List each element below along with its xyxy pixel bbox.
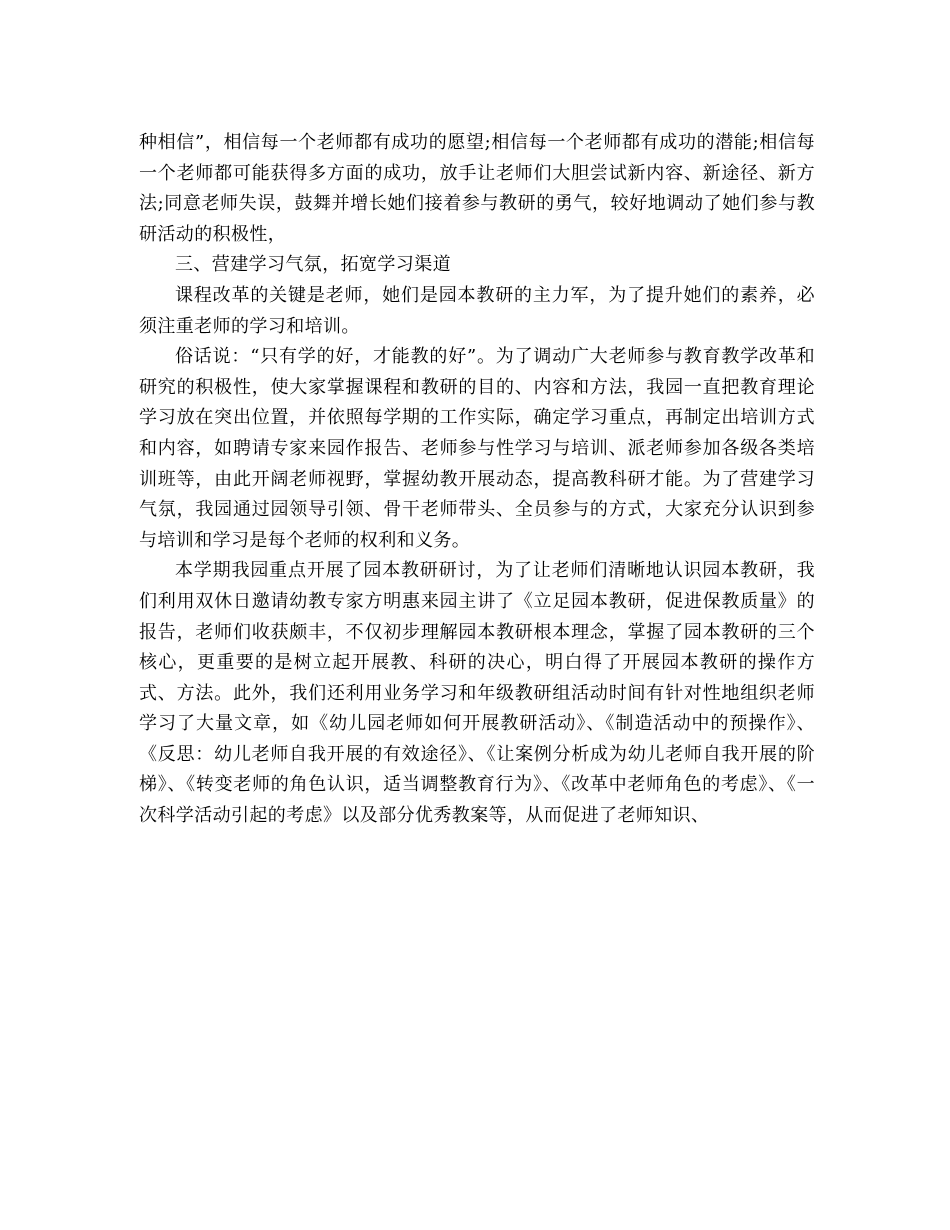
section-heading-3: 三、营建学习气氛，拓宽学习渠道: [175, 254, 451, 276]
paragraph-learning-atmosphere: 俗话说：“只有学的好，才能教的好”。为了调动广大老师参与教育教学改革和研究的积极性，使大家掌握课程和教研的目的、内容和方法，我园一直把教育理论学习放在突出位置，并依照每学期的工作实际，确定学习重点，再制定出培训方式和内容，如聘请专家来园作报告、老师参与性学习与培训、派老师参加各级各类培训班等，由此开阔老师视野，掌握幼教开展动态，提高教科研才能。为了营建学习气氛，我园通过园领导引领、骨干老师带头、全员参与的方式，大家充分认识到参与培训和学习是每个老师的权利和义务。: [139, 346, 815, 551]
paragraph-curriculum-reform: 课程改革的关键是老师，她们是园本教研的主力军，为了提升她们的素养，必须注重老师的学习和培训。: [139, 284, 815, 337]
document-body: [139, 128, 815, 832]
paragraph-semester-research: 本学期我园重点开展了园本教研研讨，为了让老师们清晰地认识园本教研，我们利用双休日邀请幼教专家方明惠来园主讲了《立足园本教研，促进保教质量》的报告，老师们收获颇丰，不仅初步理解园本教研根本理念，掌握了园本教研的三个核心，更重要的是树立起开展教、科研的决心，明白得了开展园本教研的操作方式、方法。此外，我们还利用业务学习和年级教研组活动时间有针对性地组织老师学习了大量文章，如《幼儿园老师如何开展教研活动》、《制造活动中的预操作》、《反思：幼儿老师自我开展的有效途径》、《让案例分析成为幼儿老师自我开展的阶梯》、《转变老师的角色认识，适当调整教育行为》、《改革中老师角色的考虑》、《一次科学活动引起的考虑》以及部分优秀教案等，从而促进了老师知识、: [139, 560, 815, 827]
paragraph-continued: 种相信”，相信每一个老师都有成功的愿望;相信每一个老师都有成功的潜能;相信每一个老师都可能获得多方面的成功，放手让老师们大胆尝试新内容、新途径、新方法;同意老师失误，鼓舞并增长她们接着参与教研的勇气，较好地调动了她们参与教研活动的积极性，: [139, 132, 815, 245]
